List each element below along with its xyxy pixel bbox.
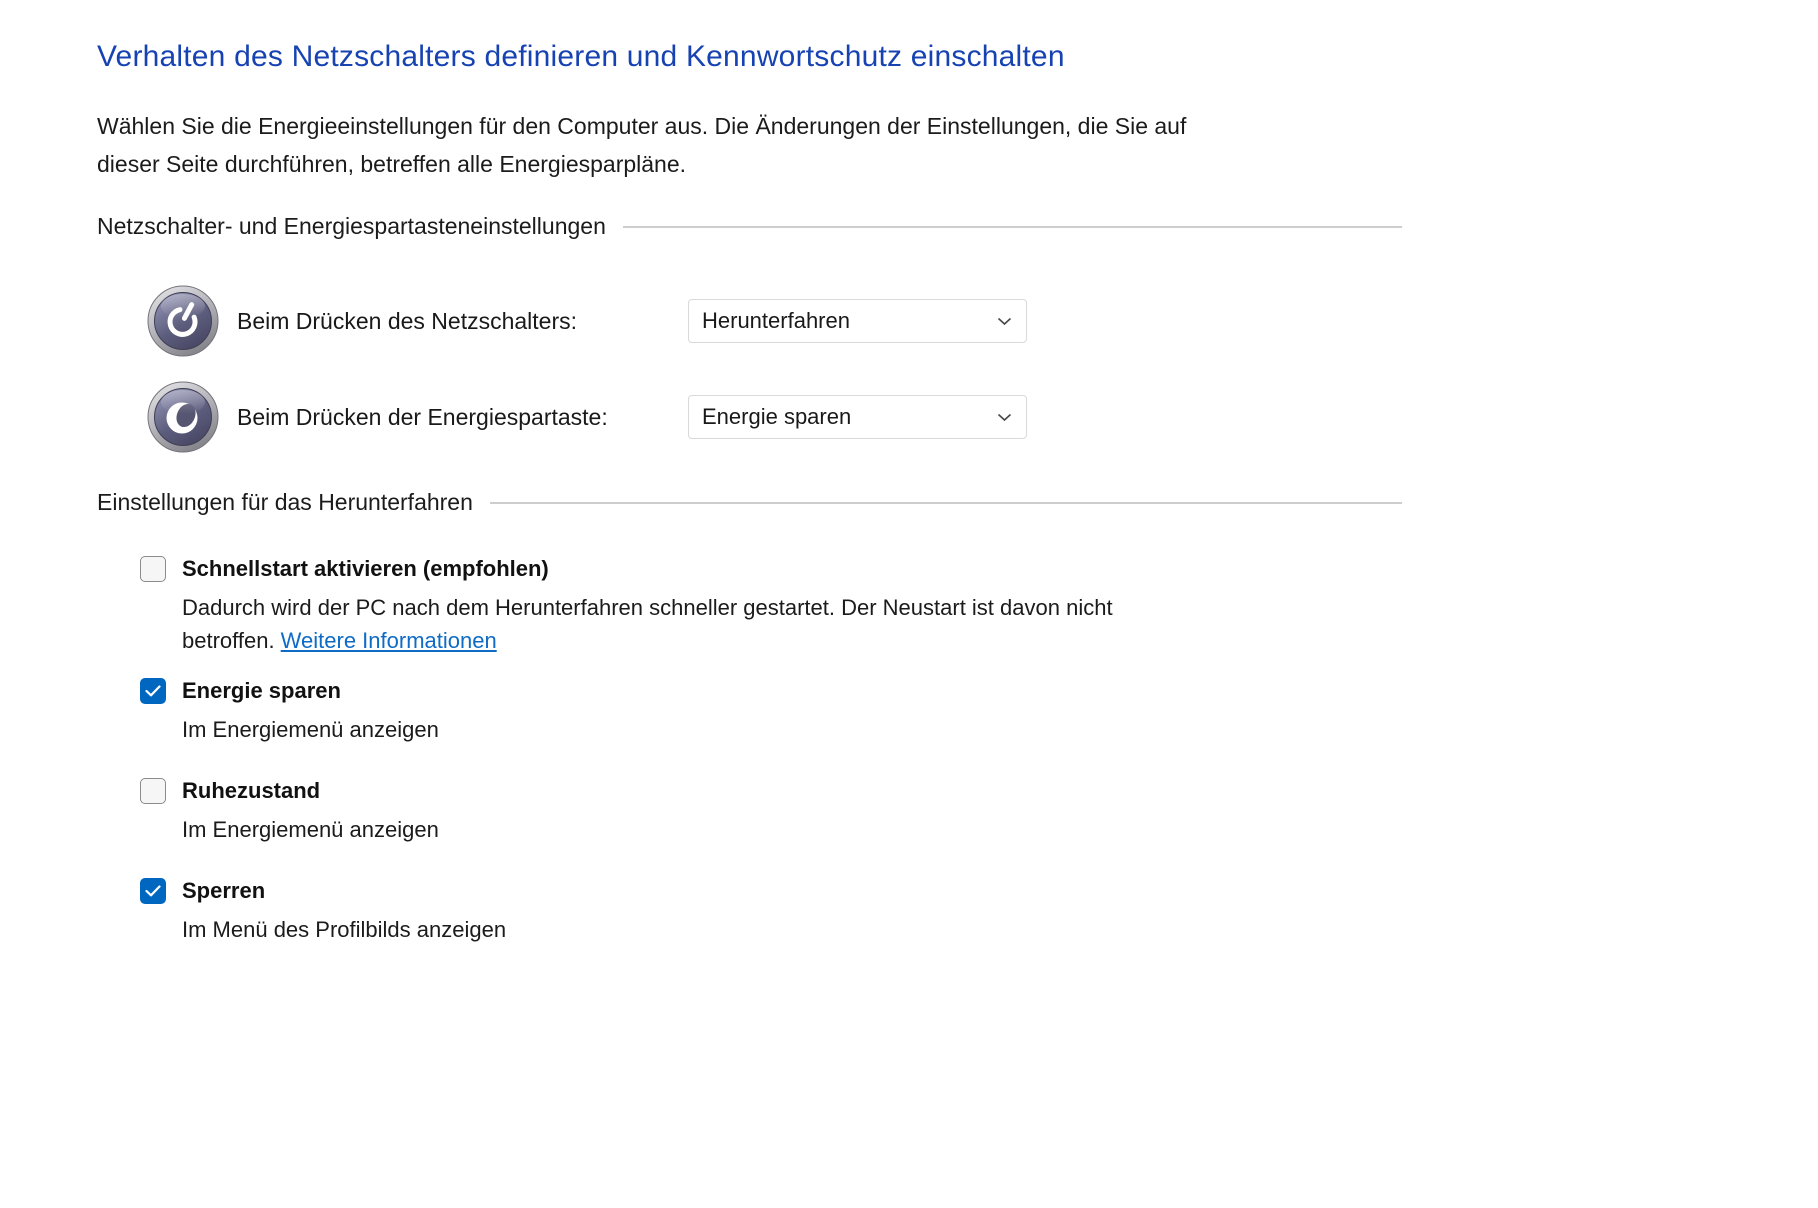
hibernate-label[interactable]: Ruhezustand [182, 778, 321, 803]
hibernate-checkbox[interactable] [140, 778, 166, 804]
fast-startup-description [182, 591, 1113, 657]
more-information-link[interactable]: Weitere Informationen [280, 628, 497, 653]
fast-startup-label[interactable]: Schnellstart aktivieren (empfohlen) [182, 556, 549, 581]
intro-text [97, 107, 1186, 183]
section-heading-shutdown: Einstellungen für das Herunterfahren [97, 489, 473, 515]
section-header-shutdown [97, 489, 1402, 516]
intro-line-1: Wählen Sie die Energieeinstellungen für den Computer aus. Die Änderungen der Einstellungen, die Sie auf [97, 113, 1187, 139]
power-button-action-label: Beim Drücken des Netzschalters: [237, 307, 578, 334]
intro-line-2: dieser Seite durchführen, betreffen alle Energiesparpläne. [97, 151, 687, 177]
page-title: Verhalten des Netzschalters definieren und Kennwortschutz einschalten [97, 40, 1065, 73]
hibernate-option [140, 778, 439, 843]
chevron-down-icon [997, 317, 1012, 326]
sleep-button-row [147, 381, 1027, 453]
section-heading-buttons: Netzschalter- und Energiespartasteneinstellungen [97, 213, 606, 239]
section-divider [623, 226, 1402, 228]
section-header-buttons [97, 213, 1402, 240]
fast-startup-description-line1: Dadurch wird der PC nach dem Herunterfahren schneller gestartet. Der Neustart ist davon nicht [182, 595, 1113, 620]
section-divider [490, 502, 1402, 504]
lock-checkbox[interactable] [140, 878, 166, 904]
sleep-button-action-label: Beim Drücken der Energiespartaste: [237, 403, 608, 430]
power-button-icon [147, 285, 219, 357]
power-button-action-selected-value: Herunterfahren [702, 308, 850, 333]
power-button-row [147, 285, 1027, 357]
sleep-sublabel: Im Energiemenü anzeigen [182, 717, 439, 742]
lock-option [140, 878, 506, 943]
sleep-checkbox[interactable] [140, 678, 166, 704]
fast-startup-description-line2: betroffen. Weitere Informationen [182, 628, 497, 653]
fast-startup-option [140, 556, 1113, 657]
sleep-button-action-dropdown[interactable] [688, 395, 1027, 439]
sleep-label[interactable]: Energie sparen [182, 678, 341, 703]
fast-startup-checkbox[interactable] [140, 556, 166, 582]
sleep-button-icon [147, 381, 219, 453]
power-button-action-dropdown[interactable] [688, 299, 1027, 343]
sleep-option [140, 678, 439, 743]
lock-label[interactable]: Sperren [182, 878, 266, 903]
lock-sublabel: Im Menü des Profilbilds anzeigen [182, 917, 507, 942]
sleep-button-action-selected-value: Energie sparen [702, 404, 852, 429]
chevron-down-icon [997, 413, 1012, 422]
hibernate-sublabel: Im Energiemenü anzeigen [182, 817, 439, 842]
